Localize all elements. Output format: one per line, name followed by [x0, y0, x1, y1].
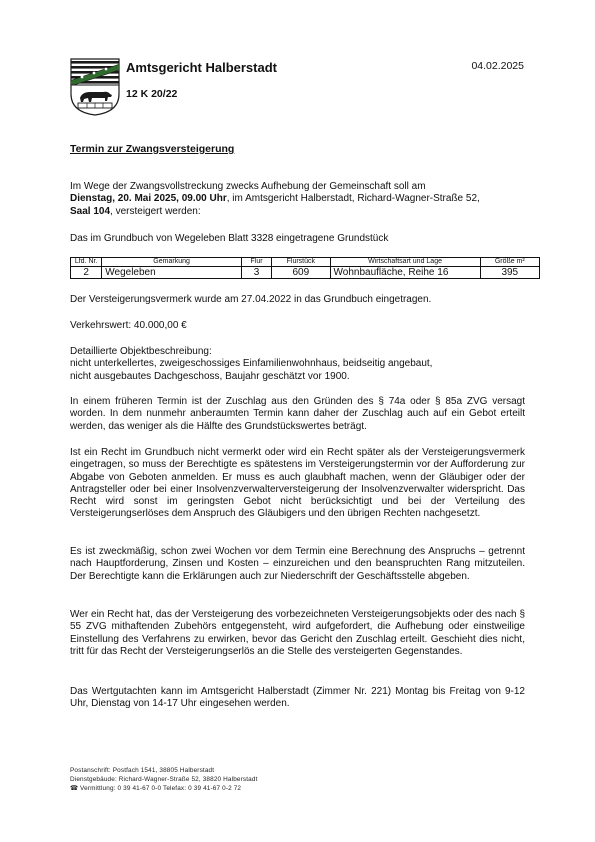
case-number: 12 K 20/22 — [126, 88, 178, 100]
col-header-wirtschaftsart: Wirtschaftsart und Lage — [330, 258, 480, 267]
paragraph-frueherer-termin: In einem früheren Termin ist der Zuschlag aus den Gründen des § 74a oder § 85a ZVG versagt worden. In dem nunmehr anberaumten Termin kann daher der Zuschlag auch auf ein Gebot erteilt werden, das weniger als die Hälfte des Grundstückswertes beträgt. — [70, 396, 525, 432]
cell-groesse: 395 — [480, 267, 539, 279]
paragraph-entgegenstehend: Wer ein Recht hat, das der Versteigerung des vorbezeichneten Versteigerungsobjekts oder des nach § 55 ZVG mithaftenden Zubehörs entgegensteht, wird aufgefordert, die Aufhebung oder einstweilige Einstellung des Verfahrens zu erwirken, bevor das Gericht den Zuschlag erteilt. Geschieht dies nicht, tritt für das Recht der Versteigerungserlös an die Stelle des versteigerten Gegenstandes. — [70, 609, 525, 657]
col-header-gemarkung: Gemarkung — [102, 258, 242, 267]
cell-lfd-nr: 2 — [71, 267, 102, 279]
intro-line-1: Im Wege der Zwangsvollstreckung zwecks Aufhebung der Gemeinschaft soll am — [70, 181, 426, 192]
objekt-line-1: nicht unterkellertes, zweigeschossiges Einfamilienwohnhaus, beidseitig angebaut, — [70, 358, 433, 370]
table-header-row — [71, 258, 540, 267]
paragraph-rechte: Ist ein Recht im Grundbuch nicht vermerkt oder wird ein Recht später als der Versteigerungsvermerk eingetragen, so muss der Berechtigte es spätestens im Versteigerungstermin vor der Aufforderung zur Abgabe von Geboten anmelden. Er muss es auch glaubhaft machen, wenn der Gläubiger oder der Antragsteller oder bei einer Insolvenzverwalterversteigerung der Insolvenzverwalter widerspricht. Das Recht wird sonst im geringsten Gebot nicht berücksichtigt und bei der Verteilung des Versteigerungserlöses dem Anspruch des Gläubigers und den übrigen Rechten nachgesetzt. — [70, 447, 525, 520]
footer-vermittlung: ☎ Vermittlung: 0 39 41-67 0-0 Telefax: 0 39 41-67 0-2 72 — [70, 785, 242, 792]
paragraph-berechnung: Es ist zweckmäßig, schon zwei Wochen vor dem Termin eine Berechnung des Anspruchs – getrennt nach Hauptforderung, Zinsen und Kosten – einzureichen und den beanspruchten Rang mitzuteilen. Der Berechtigte kann die Erklärungen auch zur Niederschrift der Geschäftsstelle abgeben. — [70, 546, 525, 582]
intro-line-2 — [70, 193, 525, 205]
col-header-lfd-nr: Lfd. Nr. — [71, 258, 102, 267]
intro-line-3 — [70, 206, 525, 218]
letterhead — [70, 57, 530, 117]
cell-flurstueck: 609 — [272, 267, 330, 279]
cell-gemarkung: Wegeleben — [102, 267, 242, 279]
footer-contact — [70, 766, 258, 793]
court-name: Amtsgericht Halberstadt — [126, 60, 277, 75]
auction-room: Saal 104 — [70, 205, 111, 217]
objekt-line-2: nicht ausgebautes Dachgeschoss, Baujahr geschätzt vor 1900. — [70, 370, 350, 382]
objekt-beschreibung — [70, 346, 525, 383]
col-header-flur: Flur — [241, 258, 271, 267]
objekt-heading: Detaillierte Objektbeschreibung: — [70, 346, 212, 357]
vermerk-paragraph: Der Versteigerungsvermerk wurde am 27.04.2022 in das Grundbuch eingetragen. — [70, 294, 432, 305]
col-header-groesse: Größe m² — [480, 258, 539, 267]
verkehrswert: Verkehrswert: 40.000,00 € — [70, 320, 187, 331]
document-date: 04.02.2025 — [471, 60, 524, 72]
document-title: Termin zur Zwangsversteigerung — [70, 143, 235, 155]
cell-wirtschaftsart: Wohnbaufläche, Reihe 16 — [330, 267, 480, 279]
intro-paragraph — [70, 181, 525, 218]
coat-of-arms-icon — [70, 58, 120, 116]
col-header-flurstueck: Flurstück — [272, 258, 330, 267]
cell-flur: 3 — [241, 267, 271, 279]
footer-dienstgebaeude: Dienstgebäude: Richard-Wagner-Straße 52, 38820 Halberstadt — [70, 776, 258, 783]
grundbuch-intro: Das im Grundbuch von Wegeleben Blatt 3328 eingetragene Grundstück — [70, 233, 389, 244]
auction-datetime: Dienstag, 20. Mai 2025, 09.00 Uhr — [70, 193, 227, 205]
footer-postanschrift: Postanschrift: Postfach 1541, 38805 Halberstadt — [70, 767, 215, 774]
table-row — [71, 267, 540, 279]
paragraph-wertgutachten: Das Wertgutachten kann im Amtsgericht Halberstadt (Zimmer Nr. 221) Montag bis Freitag von 9-12 Uhr, Dienstag von 14-17 Uhr eingesehen werden. — [70, 686, 525, 710]
auction-location: , im Amtsgericht Halberstadt, Richard-Wagner-Straße 52, — [226, 193, 480, 205]
property-table — [70, 257, 540, 279]
auction-suffix: , versteigert werden: — [110, 205, 201, 217]
